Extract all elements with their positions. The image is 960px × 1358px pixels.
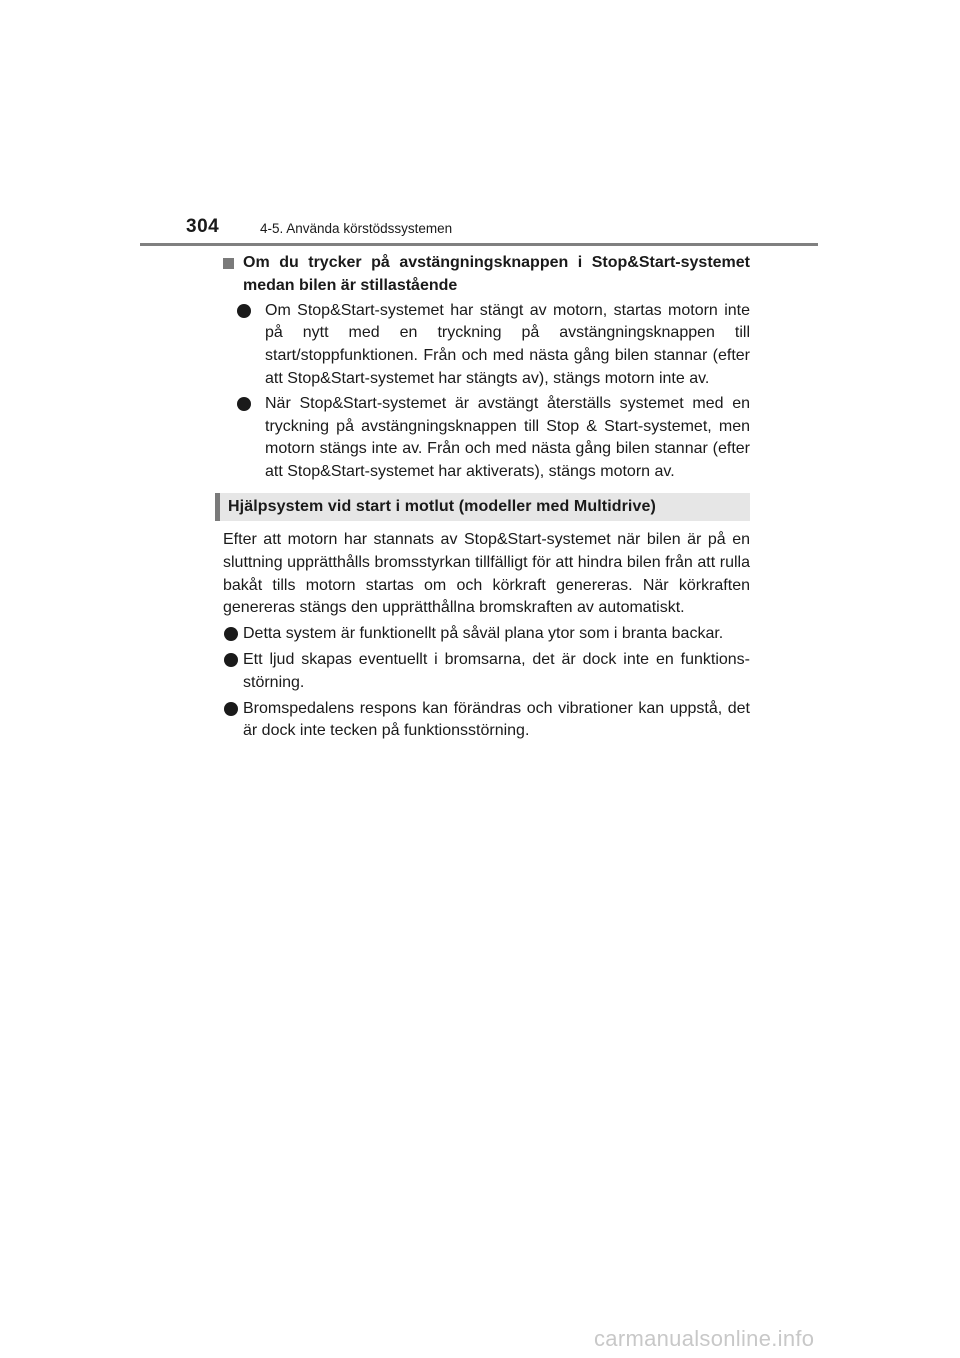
list-item-text: Ett ljud skapas eventuellt i bromsarna, det är dock inte en funktions-störning. (243, 650, 750, 691)
list-item (228, 300, 750, 391)
section-heading-text: Hjälpsystem vid start i motlut (modeller med Multidrive) (228, 497, 656, 515)
section-bullet-list (215, 623, 750, 743)
bullet-icon (224, 702, 238, 716)
watermark-link[interactable]: carmanualsonline.info (594, 1326, 815, 1351)
section-paragraph: Efter att motorn har stannats av Stop&Start-systemet när bilen är på en sluttning upprätthålls bromsstyrkan tillfälligt för att hindra bilen från att rulla bakåt tills motorn startas om och körkraft genereras. När körkraften genereras stängs den upprätthållna bromskraften av automatiskt. (223, 530, 750, 617)
subsection-heading-text: Om du trycker på avstängningsknappen i Stop&Start-systemet medan bilen är stillastående (243, 254, 750, 294)
subsection-heading (223, 252, 750, 298)
list-item (215, 698, 750, 744)
list-item-text: Bromspedalens respons kan förändras och vibrationer kan uppstå, det är dock inte tecken på funktionsstörning. (243, 699, 750, 740)
list-item-text: Om Stop&Start-systemet har stängt av motorn, startas motorn inte på nytt med en tryckning på avstängningsknappen till start/stoppfunktionen. Från och med nästa gång bilen stannar (efter att Stop&Start-systemet har stängts av), stängs motorn inte av. (265, 301, 750, 387)
list-item (215, 623, 750, 646)
subsection (223, 252, 750, 484)
bullet-icon (237, 304, 251, 318)
header-rule (140, 243, 818, 246)
page-content (215, 252, 750, 743)
list-item-text: När Stop&Start-systemet är avstängt återställs systemet med en tryckning på avstängningsknappen till Stop & Start-systemet, men motorn stängs inte av. Från och med nästa gång bilen stannar (efter att Stop&Start-systemet har aktiverats), stängs motorn av. (265, 394, 750, 481)
page-number: 304 (186, 216, 220, 237)
bullet-icon (237, 397, 251, 411)
square-marker-icon (223, 258, 234, 269)
list-item (228, 393, 750, 484)
section-heading (215, 493, 750, 521)
subsection-bullet-list (228, 300, 750, 484)
chapter-title: 4-5. Använda körstödssystemen (260, 221, 453, 236)
list-item-text: Detta system är funktionellt på såväl plana ytor som i branta backar. (243, 625, 724, 643)
list-item (215, 649, 750, 695)
bullet-icon (224, 627, 238, 641)
bullet-icon (224, 653, 238, 667)
